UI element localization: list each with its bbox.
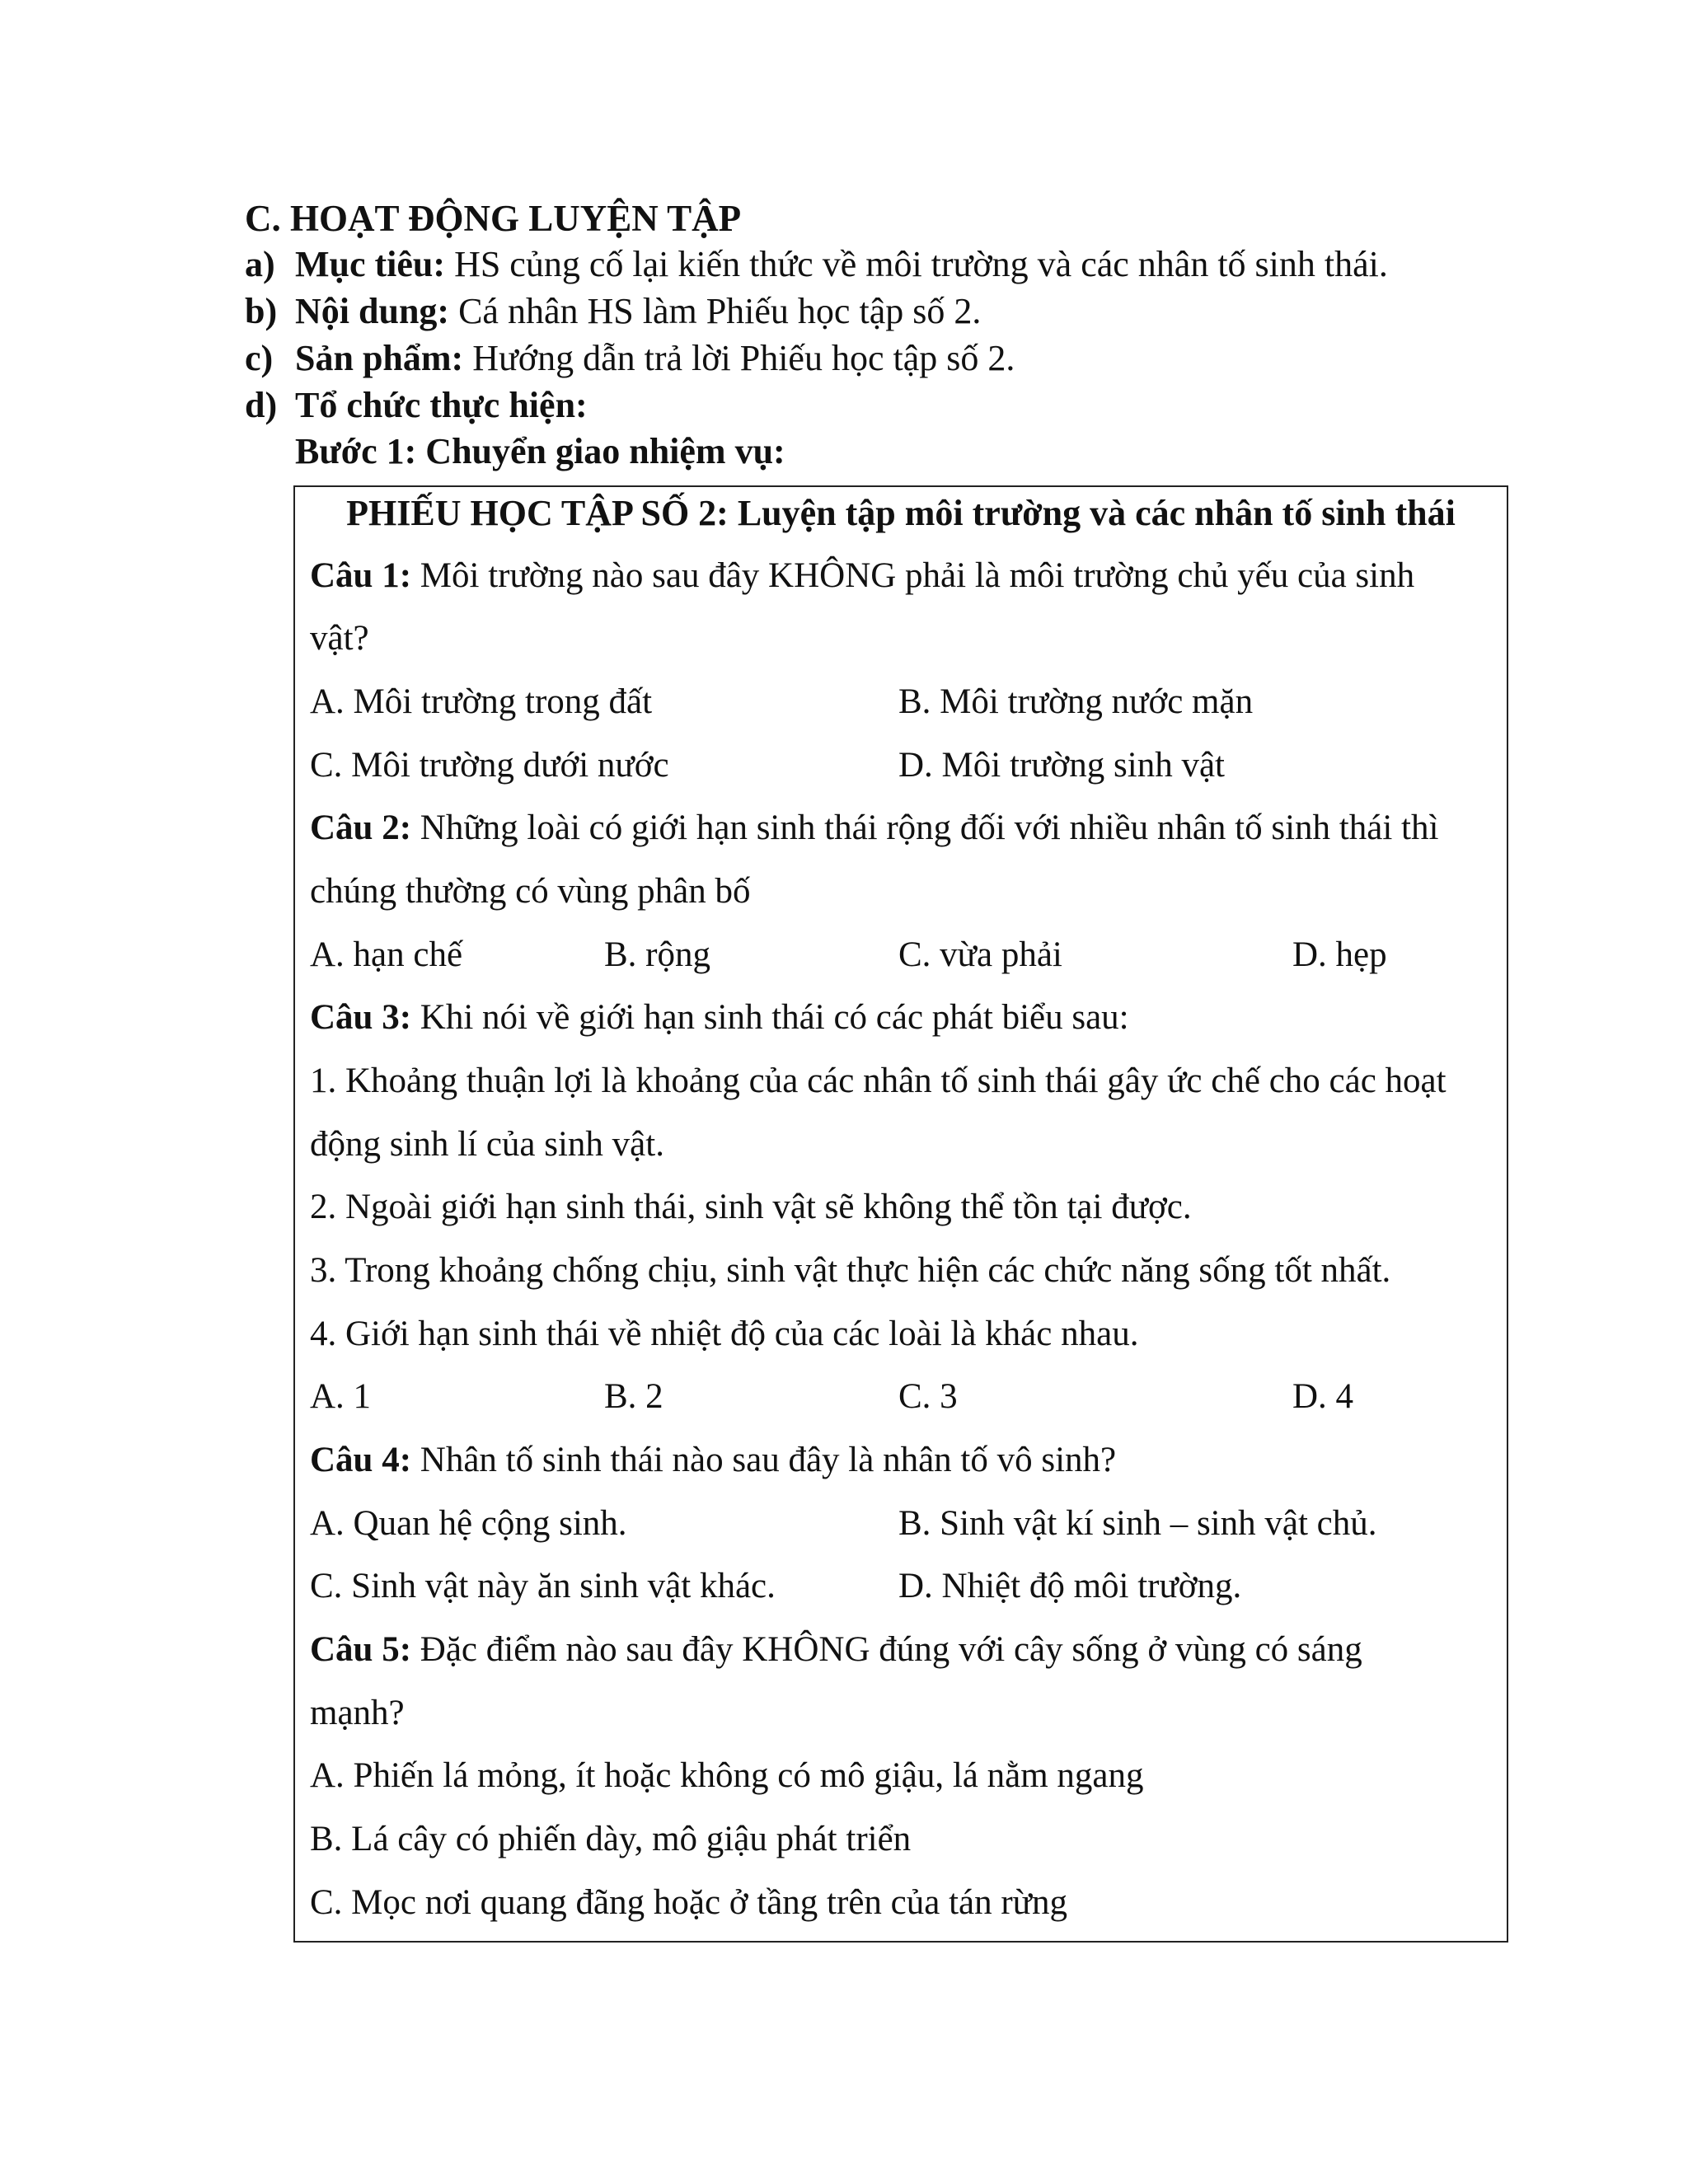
question-5-label: Câu 5: <box>310 1630 412 1669</box>
q3-statement-2: 2. Ngoài giới hạn sinh thái, sinh vật sẽ không thể tồn tại được. <box>310 1188 1192 1226</box>
q4-option-a: A. Quan hệ cộng sinh. <box>310 1504 627 1543</box>
q2-option-c: C. vừa phải <box>898 935 1062 974</box>
q3-option-a: A. 1 <box>310 1377 372 1416</box>
item-d-letter: d) <box>245 385 278 425</box>
question-3 <box>310 996 1129 1039</box>
question-4-text: Nhân tố sinh thái nào sau đây là nhân tố vô sinh? <box>411 1441 1117 1479</box>
question-1 <box>310 555 1414 598</box>
question-3-text: Khi nói về giới hạn sinh thái có các phát biểu sau: <box>411 998 1129 1037</box>
item-c-label: Sản phẩm: <box>295 338 464 378</box>
item-b-letter: b) <box>245 291 278 331</box>
question-5-text-cont: mạnh? <box>310 1694 405 1732</box>
item-b-label: Nội dung: <box>295 291 450 331</box>
question-5-text: Đặc điểm nào sau đây KHÔNG đúng với cây sống ở vùng có sáng <box>411 1630 1362 1669</box>
item-a-label: Mục tiêu: <box>295 244 446 284</box>
item-c-letter: c) <box>245 338 274 378</box>
question-5 <box>310 1629 1362 1671</box>
item-a <box>295 243 1388 287</box>
question-2-text: Những loài có giới hạn sinh thái rộng đối với nhiều nhân tố sinh thái thì <box>411 808 1439 847</box>
q1-option-d: D. Môi trường sinh vật <box>898 746 1226 785</box>
q5-option-a: A. Phiến lá mỏng, ít hoặc không có mô giậu, lá nằm ngang <box>310 1756 1144 1795</box>
question-2 <box>310 807 1438 850</box>
worksheet-title: PHIẾU HỌC TẬP SỐ 2: Luyện tập môi trường và các nhân tố sinh thái <box>346 493 1456 533</box>
q3-statement-4: 4. Giới hạn sinh thái về nhiệt độ của các loài là khác nhau. <box>310 1315 1139 1353</box>
q1-option-b: B. Môi trường nước mặn <box>898 682 1254 721</box>
item-b-text: Cá nhân HS làm Phiếu học tập số 2. <box>449 291 982 331</box>
q5-option-b: B. Lá cây có phiến dày, mô giậu phát triển <box>310 1820 912 1858</box>
item-b <box>295 290 981 334</box>
q1-option-c: C. Môi trường dưới nước <box>310 746 669 785</box>
q3-statement-3: 3. Trong khoảng chống chịu, sinh vật thực hiện các chức năng sống tốt nhất. <box>310 1251 1391 1290</box>
q2-option-b: B. rộng <box>604 935 710 974</box>
question-4 <box>310 1439 1116 1482</box>
question-2-text-cont: chúng thường có vùng phân bố <box>310 872 751 911</box>
q4-option-b: B. Sinh vật kí sinh – sinh vật chủ. <box>898 1504 1377 1543</box>
q3-statement-1: 1. Khoảng thuận lợi là khoảng của các nhân tố sinh thái gây ức chế cho các hoạt <box>310 1062 1447 1100</box>
question-4-label: Câu 4: <box>310 1441 412 1479</box>
item-a-text: HS củng cố lại kiến thức về môi trường và các nhân tố sinh thái. <box>445 244 1388 284</box>
q2-option-d: D. hẹp <box>1292 935 1387 974</box>
worksheet-box <box>293 485 1508 1943</box>
q4-option-d: D. Nhiệt độ môi trường. <box>898 1567 1242 1605</box>
q2-option-a: A. hạn chế <box>310 935 463 974</box>
q3-option-c: C. 3 <box>898 1377 958 1416</box>
q3-statement-1-cont: động sinh lí của sinh vật. <box>310 1125 664 1164</box>
question-1-text: Môi trường nào sau đây KHÔNG phải là môi trường chủ yếu của sinh <box>411 556 1415 595</box>
section-title: C. HOẠT ĐỘNG LUYỆN TẬP <box>245 198 742 239</box>
q3-option-b: B. 2 <box>604 1377 663 1416</box>
question-1-text-cont: vật? <box>310 619 369 658</box>
item-a-letter: a) <box>245 244 275 284</box>
question-2-label: Câu 2: <box>310 808 412 847</box>
item-d-label: Tổ chức thực hiện: <box>295 385 588 425</box>
item-d <box>295 384 588 428</box>
q5-option-c: C. Mọc nơi quang đãng hoặc ở tầng trên của tán rừng <box>310 1883 1067 1922</box>
q3-option-d: D. 4 <box>1292 1377 1354 1416</box>
q1-option-a: A. Môi trường trong đất <box>310 682 653 721</box>
step-1-heading: Bước 1: Chuyển giao nhiệm vụ: <box>295 431 785 471</box>
item-c <box>295 337 1015 381</box>
item-c-text: Hướng dẫn trả lời Phiếu học tập số 2. <box>463 338 1015 378</box>
question-3-label: Câu 3: <box>310 998 412 1037</box>
q4-option-c: C. Sinh vật này ăn sinh vật khác. <box>310 1567 776 1605</box>
question-1-label: Câu 1: <box>310 556 412 595</box>
